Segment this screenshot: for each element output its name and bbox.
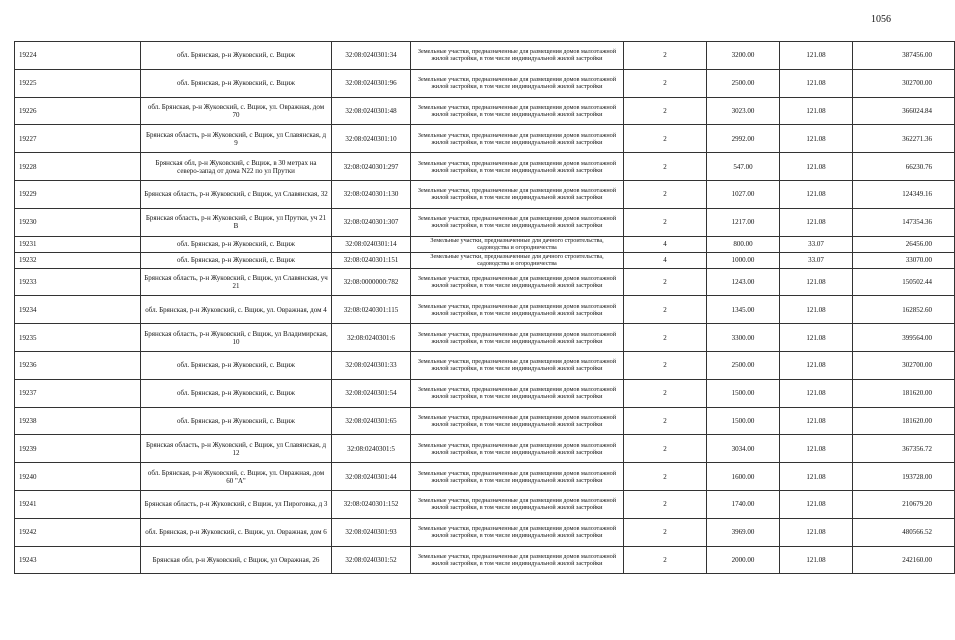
category-cell: 2 [624,125,707,153]
table-row [15,252,955,268]
address-cell: обл. Брянская, р-н Жуковский, с. Вщиж [141,379,332,407]
cadastral-value-cell: 26456.00 [853,236,955,252]
category-cell: 2 [624,153,707,181]
table-row [15,180,955,208]
cadastral-number-cell: 32:08:0000000:782 [332,268,411,296]
cadastral-number-cell: 32:08:0240301:115 [332,296,411,324]
row-number-cell: 19241 [15,490,141,518]
row-number-cell: 19236 [15,351,141,379]
address-cell: Брянская область, р-н Жуковский, с Вщиж, ул Славянская, д 9 [141,125,332,153]
address-cell: обл. Брянская, р-н Жуковский, с. Вщиж, ул. Овражная, дом 4 [141,296,332,324]
row-number-cell: 19227 [15,125,141,153]
address-cell: обл. Брянская, р-н Жуковский, с. Вщиж, ул. Овражная, дом 60 "А" [141,463,332,491]
specific-value-cell: 121.08 [780,153,853,181]
land-use-cell: Земельные участки, предназначенные для размещения домов малоэтажной жилой застройки, в том числе индивидуальной жилой застройки [411,546,624,574]
page-number: 1056 [871,14,891,25]
category-cell: 2 [624,490,707,518]
cadastral-value-cell: 181620.00 [853,379,955,407]
cadastral-value-cell: 181620.00 [853,407,955,435]
cadastral-number-cell: 32:08:0240301:6 [332,324,411,352]
specific-value-cell: 121.08 [780,518,853,546]
cadastral-value-cell: 399564.00 [853,324,955,352]
table-row [15,463,955,491]
specific-value-cell: 121.08 [780,69,853,97]
category-cell: 2 [624,435,707,463]
area-cell: 547.00 [707,153,780,181]
address-cell: Брянская область, р-н Жуковский, с Вщиж, ул Владимирская, 10 [141,324,332,352]
row-number-cell: 19229 [15,180,141,208]
category-cell: 4 [624,236,707,252]
land-use-cell: Земельные участки, предназначенные для размещения домов малоэтажной жилой застройки, в том числе индивидуальной жилой застройки [411,180,624,208]
land-use-cell: Земельные участки, предназначенные для размещения домов малоэтажной жилой застройки, в том числе индивидуальной жилой застройки [411,518,624,546]
cadastral-number-cell: 32:08:0240301:65 [332,407,411,435]
category-cell: 2 [624,351,707,379]
cadastral-number-cell: 32:08:0240301:14 [332,236,411,252]
table-row [15,69,955,97]
land-use-cell: Земельные участки, предназначенные для размещения домов малоэтажной жилой застройки, в том числе индивидуальной жилой застройки [411,407,624,435]
row-number-cell: 19234 [15,296,141,324]
cadastral-value-cell: 162852.60 [853,296,955,324]
cadastral-number-cell: 32:08:0240301:307 [332,208,411,236]
address-cell: Брянская обл, р-н Жуковский, с Вщиж, в 30 метрах на северо-запад от дома N22 по ул Прутки [141,153,332,181]
cadastral-value-cell: 302700.00 [853,351,955,379]
category-cell: 2 [624,42,707,70]
address-cell: обл. Брянская, р-н Жуковский, с. Вщиж [141,42,332,70]
cadastral-number-cell: 32:08:0240301:34 [332,42,411,70]
area-cell: 2992.00 [707,125,780,153]
cadastral-value-cell: 66230.76 [853,153,955,181]
specific-value-cell: 121.08 [780,125,853,153]
specific-value-cell: 121.08 [780,463,853,491]
category-cell: 2 [624,546,707,574]
cadastral-number-cell: 32:08:0240301:297 [332,153,411,181]
row-number-cell: 19243 [15,546,141,574]
address-cell: Брянская область, р-н Жуковский, с Вщиж, ул Пироговка, д 3 [141,490,332,518]
land-use-cell: Земельные участки, предназначенные для размещения домов малоэтажной жилой застройки, в том числе индивидуальной жилой застройки [411,379,624,407]
specific-value-cell: 121.08 [780,296,853,324]
cadastral-value-cell: 362271.36 [853,125,955,153]
area-cell: 1217.00 [707,208,780,236]
table-row [15,351,955,379]
specific-value-cell: 121.08 [780,379,853,407]
category-cell: 2 [624,180,707,208]
land-use-cell: Земельные участки, предназначенные для размещения домов малоэтажной жилой застройки, в том числе индивидуальной жилой застройки [411,351,624,379]
row-number-cell: 19232 [15,252,141,268]
category-cell: 2 [624,407,707,435]
cadastral-value-cell: 150502.44 [853,268,955,296]
table-row [15,153,955,181]
row-number-cell: 19225 [15,69,141,97]
cadastral-value-cell: 302700.00 [853,69,955,97]
cadastral-value-cell: 242160.00 [853,546,955,574]
address-cell: Брянская область, р-н Жуковский, с Вщиж, ул Славянская, уч 21 [141,268,332,296]
cadastral-value-cell: 480566.52 [853,518,955,546]
address-cell: Брянская область, р-н Жуковский, с Вщиж, ул Прутки, уч 21 В [141,208,332,236]
category-cell: 2 [624,379,707,407]
row-number-cell: 19242 [15,518,141,546]
address-cell: обл. Брянская, р-н Жуковский, с. Вщиж, ул. Овражная, дом 6 [141,518,332,546]
cadastral-number-cell: 32:08:0240301:52 [332,546,411,574]
table-row [15,208,955,236]
category-cell: 4 [624,252,707,268]
area-cell: 2500.00 [707,69,780,97]
land-use-cell: Земельные участки, предназначенные для размещения домов малоэтажной жилой застройки, в том числе индивидуальной жилой застройки [411,125,624,153]
land-use-cell: Земельные участки, предназначенные для размещения домов малоэтажной жилой застройки, в том числе индивидуальной жилой застройки [411,463,624,491]
table-row [15,125,955,153]
specific-value-cell: 121.08 [780,324,853,352]
address-cell: обл. Брянская, р-н Жуковский, с. Вщиж [141,252,332,268]
area-cell: 2500.00 [707,351,780,379]
table-row [15,518,955,546]
area-cell: 1000.00 [707,252,780,268]
address-cell: Брянская область, р-н Жуковский, с Вщиж, ул Славянская, д 12 [141,435,332,463]
cadastral-number-cell: 32:08:0240301:96 [332,69,411,97]
address-cell: обл. Брянская, р-н Жуковский, с. Вщиж [141,351,332,379]
specific-value-cell: 121.08 [780,490,853,518]
cadastral-value-cell: 124349.16 [853,180,955,208]
cadastral-value-cell: 147354.36 [853,208,955,236]
specific-value-cell: 121.08 [780,351,853,379]
land-use-cell: Земельные участки, предназначенные для размещения домов малоэтажной жилой застройки, в том числе индивидуальной жилой застройки [411,490,624,518]
area-cell: 1740.00 [707,490,780,518]
table-row [15,546,955,574]
row-number-cell: 19228 [15,153,141,181]
area-cell: 2000.00 [707,546,780,574]
area-cell: 1243.00 [707,268,780,296]
land-use-cell: Земельные участки, предназначенные для размещения домов малоэтажной жилой застройки, в том числе индивидуальной жилой застройки [411,268,624,296]
specific-value-cell: 121.08 [780,208,853,236]
row-number-cell: 19235 [15,324,141,352]
area-cell: 3023.00 [707,97,780,125]
cadastral-number-cell: 32:08:0240301:93 [332,518,411,546]
row-number-cell: 19240 [15,463,141,491]
area-cell: 1345.00 [707,296,780,324]
specific-value-cell: 121.08 [780,180,853,208]
table-row [15,296,955,324]
cadastral-value-cell: 367356.72 [853,435,955,463]
table-row [15,379,955,407]
address-cell: обл. Брянская, р-н Жуковский, с. Вщиж, ул. Овражная, дом 70 [141,97,332,125]
table-row [15,490,955,518]
address-cell: обл. Брянская, р-н Жуковский, с. Вщиж [141,236,332,252]
cadastral-number-cell: 32:08:0240301:44 [332,463,411,491]
cadastral-value-cell: 193728.00 [853,463,955,491]
row-number-cell: 19233 [15,268,141,296]
cadastral-value-cell: 33070.00 [853,252,955,268]
specific-value-cell: 33.07 [780,236,853,252]
area-cell: 3034.00 [707,435,780,463]
table-row [15,435,955,463]
specific-value-cell: 121.08 [780,407,853,435]
land-use-cell: Земельные участки, предназначенные для размещения домов малоэтажной жилой застройки, в том числе индивидуальной жилой застройки [411,296,624,324]
row-number-cell: 19237 [15,379,141,407]
specific-value-cell: 33.07 [780,252,853,268]
category-cell: 2 [624,296,707,324]
land-use-cell: Земельные участки, предназначенные для дачного строительства, садоводства и огородничества [411,236,624,252]
category-cell: 2 [624,208,707,236]
category-cell: 2 [624,268,707,296]
row-number-cell: 19239 [15,435,141,463]
cadastral-number-cell: 32:08:0240301:5 [332,435,411,463]
area-cell: 1600.00 [707,463,780,491]
row-number-cell: 19226 [15,97,141,125]
area-cell: 1500.00 [707,379,780,407]
cadastral-number-cell: 32:08:0240301:33 [332,351,411,379]
specific-value-cell: 121.08 [780,97,853,125]
land-use-cell: Земельные участки, предназначенные для дачного строительства, садоводства и огородничества [411,252,624,268]
category-cell: 2 [624,463,707,491]
address-cell: Брянская область, р-н Жуковский, с Вщиж, ул Славянская, 32 [141,180,332,208]
table-row [15,42,955,70]
table-row [15,268,955,296]
category-cell: 2 [624,97,707,125]
cadastral-value-cell: 366024.84 [853,97,955,125]
land-use-cell: Земельные участки, предназначенные для размещения домов малоэтажной жилой застройки, в том числе индивидуальной жилой застройки [411,208,624,236]
cadastral-value-cell: 387456.00 [853,42,955,70]
address-cell: Брянская обл, р-н Жуковский, с Вщиж, ул Овражная, 26 [141,546,332,574]
area-cell: 1500.00 [707,407,780,435]
category-cell: 2 [624,69,707,97]
specific-value-cell: 121.08 [780,268,853,296]
land-use-cell: Земельные участки, предназначенные для размещения домов малоэтажной жилой застройки, в том числе индивидуальной жилой застройки [411,97,624,125]
row-number-cell: 19238 [15,407,141,435]
cadastral-value-cell: 210679.20 [853,490,955,518]
land-use-cell: Земельные участки, предназначенные для размещения домов малоэтажной жилой застройки, в том числе индивидуальной жилой застройки [411,69,624,97]
table-row [15,97,955,125]
cadastral-number-cell: 32:08:0240301:54 [332,379,411,407]
table-row [15,236,955,252]
table-row [15,324,955,352]
land-use-cell: Земельные участки, предназначенные для размещения домов малоэтажной жилой застройки, в том числе индивидуальной жилой застройки [411,324,624,352]
area-cell: 3969.00 [707,518,780,546]
address-cell: обл. Брянская, р-н Жуковский, с. Вщиж [141,69,332,97]
address-cell: обл. Брянская, р-н Жуковский, с. Вщиж [141,407,332,435]
table-row [15,407,955,435]
area-cell: 1027.00 [707,180,780,208]
row-number-cell: 19230 [15,208,141,236]
row-number-cell: 19231 [15,236,141,252]
specific-value-cell: 121.08 [780,546,853,574]
cadastral-number-cell: 32:08:0240301:10 [332,125,411,153]
cadastral-value-table [14,41,955,574]
table-body [15,42,955,574]
category-cell: 2 [624,518,707,546]
row-number-cell: 19224 [15,42,141,70]
cadastral-number-cell: 32:08:0240301:151 [332,252,411,268]
area-cell: 3200.00 [707,42,780,70]
land-use-cell: Земельные участки, предназначенные для размещения домов малоэтажной жилой застройки, в том числе индивидуальной жилой застройки [411,153,624,181]
area-cell: 800.00 [707,236,780,252]
category-cell: 2 [624,324,707,352]
land-use-cell: Земельные участки, предназначенные для размещения домов малоэтажной жилой застройки, в том числе индивидуальной жилой застройки [411,42,624,70]
specific-value-cell: 121.08 [780,435,853,463]
area-cell: 3300.00 [707,324,780,352]
specific-value-cell: 121.08 [780,42,853,70]
cadastral-number-cell: 32:08:0240301:48 [332,97,411,125]
cadastral-number-cell: 32:08:0240301:152 [332,490,411,518]
cadastral-number-cell: 32:08:0240301:130 [332,180,411,208]
land-use-cell: Земельные участки, предназначенные для размещения домов малоэтажной жилой застройки, в том числе индивидуальной жилой застройки [411,435,624,463]
